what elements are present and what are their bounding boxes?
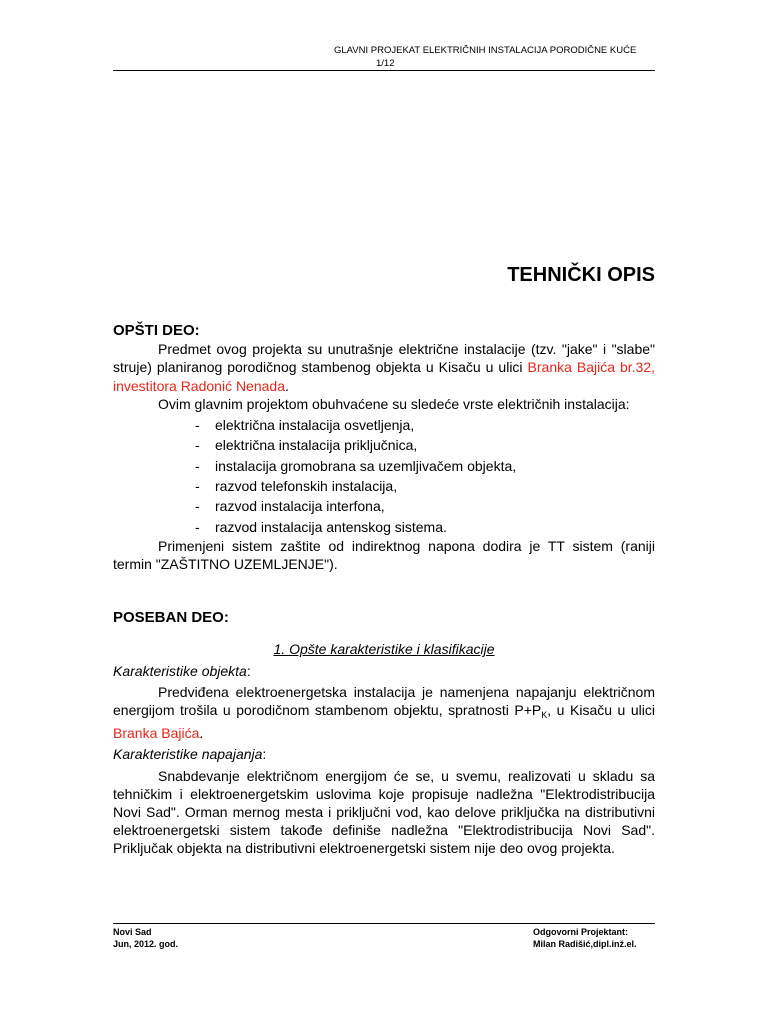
document-body xyxy=(113,322,655,858)
footer-rule xyxy=(113,923,655,924)
highlighted-street: Branka Bajića xyxy=(113,725,200,742)
footer-left xyxy=(113,927,178,950)
list-item: - električna instalacija osvetljenja, xyxy=(195,417,415,434)
section-title: 1. Opšte karakteristike i klasifikacije xyxy=(273,641,495,658)
header-title: GLAVNI PROJEKAT ELEKTRIČNIH INSTALACIJA PORODIČNE KUĆE xyxy=(334,45,637,56)
list-item: - razvod instalacija antenskog sistema. xyxy=(195,518,447,535)
footer-city: Novi Sad xyxy=(113,927,152,937)
general-paragraph-2: Ovim glavnim projektom obuhvaćene su sledeće vrste električnih instalacija: xyxy=(158,395,630,412)
special-heading: POSEBAN DEO: xyxy=(113,609,229,627)
header-rule xyxy=(113,70,655,71)
general-paragraph-3: Primenjeni sistem zaštite od indirektnog napona dodira je TT sistem (raniji termin "ZAŠTITNO UZEMLJENJE"). xyxy=(113,537,655,572)
supply-characteristics-label: Karakteristike napajanja: xyxy=(113,746,267,763)
page-number: 1/12 xyxy=(376,58,395,69)
object-characteristics-text: Predviđena elektroenergetska instalacija je namenjena napajanju električnom energijom trošila u porodičnom stambenom objektu, spratnosti $P+P_K$, u Kisaču u ulici Branka Bajića. xyxy=(113,683,655,742)
general-heading: OPŠTI DEO: xyxy=(113,322,200,339)
list-item: - razvod instalacija interfona, xyxy=(195,498,385,515)
footer-date: Jun, 2012. god. xyxy=(113,938,179,949)
supply-characteristics-text: Snabdevanje električnom energijom će se, u svemu, realizovati u skladu sa tehničkim i elektroenergetskim uslovima koje propisuje nadležna "Elektrodistribucija Novi Sad". Orman mernog mesta i priključni vod, kao delove priključka na distributivni elektroenergetski sistem takođe definiše nadležna "Elektrodistribucija Novi Sad". Priključak objekta na distributivni elektroenergetski sistem nije deo ovog projekta. xyxy=(113,767,655,857)
list-item: - električna instalacija priključnica, xyxy=(195,437,418,454)
highlighted-address: Branka Bajića br.32, investitora Radonić Nenada xyxy=(113,359,656,394)
list-item: - razvod telefonskih instalacija, xyxy=(195,477,398,494)
footer-role: Odgovorni Projektant: xyxy=(533,927,629,937)
object-characteristics-label: Karakteristike objekta: xyxy=(113,662,251,679)
list-item: - instalacija gromobrana sa uzemljivačem objekta, xyxy=(195,457,517,474)
document-title: TEHNIČKI OPIS xyxy=(507,264,655,286)
general-paragraph-1: Predmet ovog projekta su unutrašnje električne instalacije (tzv. "jake" i "slabe" struje) planiranog porodičnog stambenog objekta u Kisaču u ulici Branka Bajića br.32, investitora Radonić Nenada. xyxy=(113,341,656,394)
footer-right xyxy=(533,927,637,950)
installation-list xyxy=(113,415,655,537)
footer-name: Milan Radišić,dipl.inž.el. xyxy=(533,938,637,949)
